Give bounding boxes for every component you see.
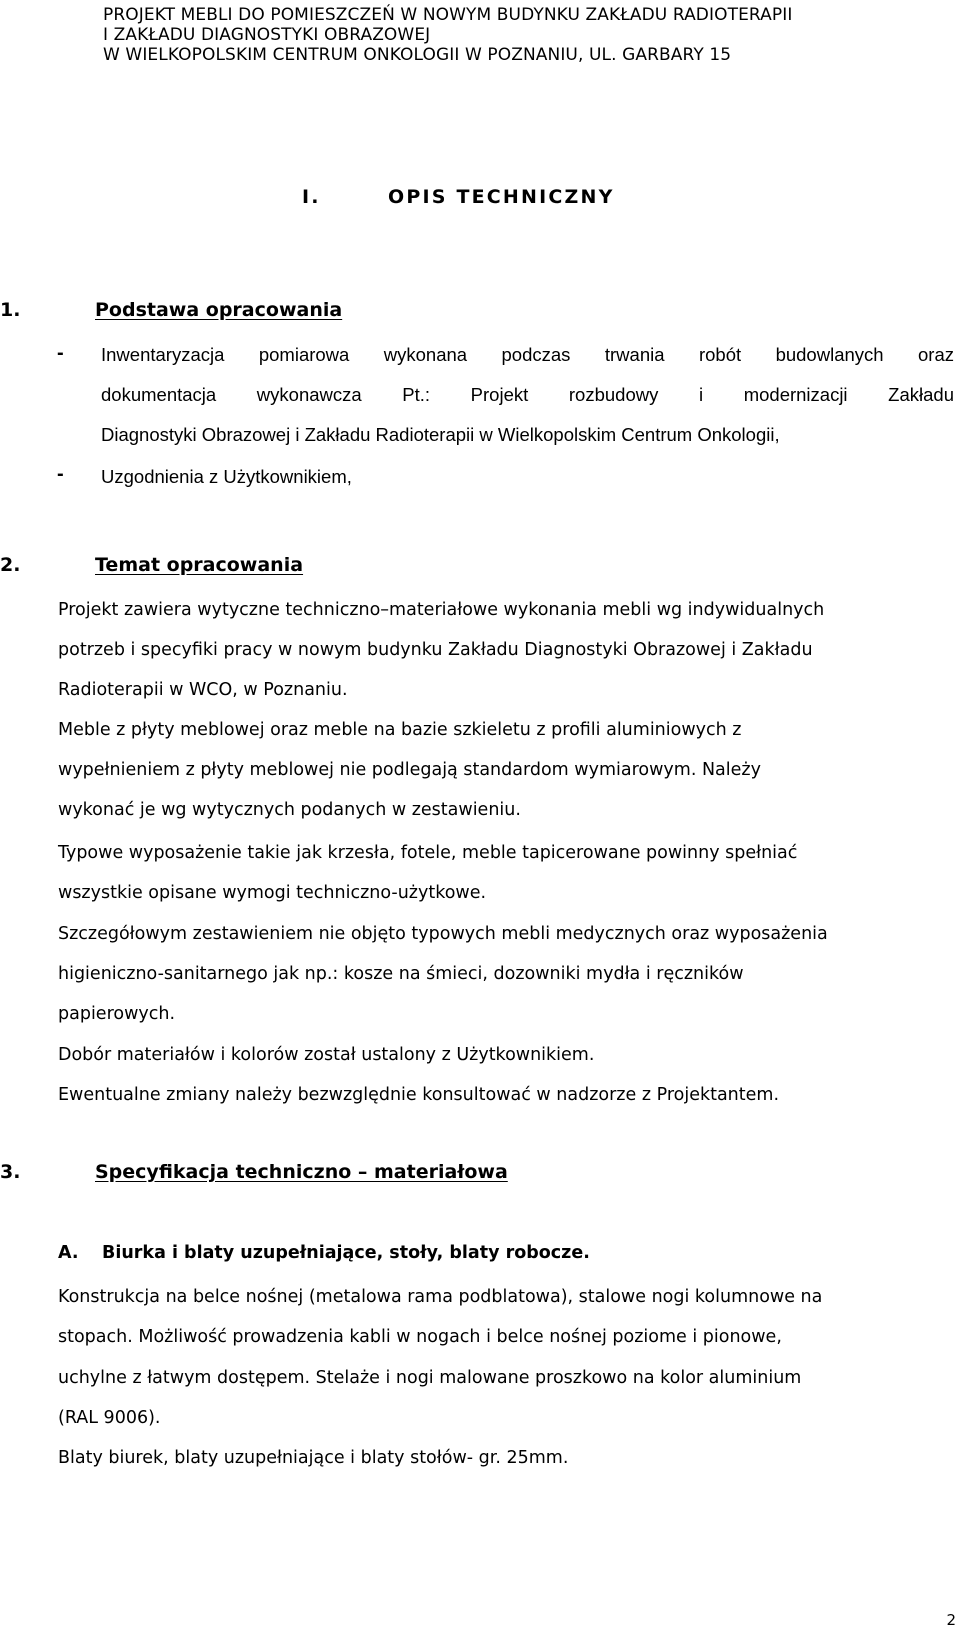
section-2-line-8: wszystkie opisane wymogi techniczno-użytkowe. bbox=[58, 883, 487, 903]
main-heading-number: I. bbox=[302, 186, 321, 208]
subsection-a-line-5: Blaty biurek, blaty uzupełniające i blaty stołów- gr. 25mm. bbox=[58, 1448, 569, 1468]
section-2-line-6: wykonać je wg wytycznych podanych w zestawieniu. bbox=[58, 800, 521, 820]
subsection-a-line-3: uchylne z łatwym dostępem. Stelaże i nogi malowane proszkowo na kolor aluminium bbox=[58, 1368, 802, 1388]
header-line-2: I ZAKŁADU DIAGNOSTYKI OBRAZOWEJ bbox=[103, 25, 431, 45]
subsection-a-line-2: stopach. Możliwość prowadzenia kabli w nogach i belce nośnej poziome i pionowe, bbox=[58, 1327, 782, 1347]
section-2-line-10: higieniczno-sanitarnego jak np.: kosze na śmieci, dozowniki mydła i ręczników bbox=[58, 964, 744, 984]
section-2-line-11: papierowych. bbox=[58, 1004, 176, 1024]
section-2-line-12: Dobór materiałów i kolorów został ustalony z Użytkownikiem. bbox=[58, 1045, 595, 1065]
subsection-a-letter: A. bbox=[58, 1243, 79, 1263]
section-2-number: 2. bbox=[0, 554, 21, 576]
main-heading bbox=[302, 186, 615, 208]
section-2-line-2: potrzeb i specyfiki pracy w nowym budynku Zakładu Diagnostyki Obrazowej i Zakładu bbox=[58, 640, 813, 660]
section-1-item-1-line-1: Inwentaryzacja pomiarowa wykonana podczas trwania robót budowlanych oraz bbox=[101, 344, 954, 365]
bullet-dash-2: - bbox=[57, 463, 64, 485]
bullet-dash-1: - bbox=[57, 342, 64, 364]
section-1-item-1-line-3: Diagnostyki Obrazowej i Zakładu Radioterapii w Wielkopolskim Centrum Onkologii, bbox=[101, 424, 780, 445]
header-line-3: W WIELKOPOLSKIM CENTRUM ONKOLOGII W POZNANIU, UL. GARBARY 15 bbox=[103, 45, 732, 65]
subsection-a-heading bbox=[58, 1243, 590, 1263]
section-2-line-5: wypełnieniem z płyty meblowej nie podlegają standardom wymiarowym. Należy bbox=[58, 760, 761, 780]
section-1-item-1-line-2: dokumentacja wykonawcza Pt.: Projekt rozbudowy i modernizacji Zakładu bbox=[101, 384, 954, 405]
section-3-title: Specyfikacja techniczno – materiałowa bbox=[95, 1161, 508, 1183]
section-2-title: Temat opracowania bbox=[95, 554, 304, 576]
subsection-a-line-1: Konstrukcja na belce nośnej (metalowa rama podblatowa), stalowe nogi kolumnowe na bbox=[58, 1287, 823, 1307]
header-line-1: PROJEKT MEBLI DO POMIESZCZEŃ W NOWYM BUDYNKU ZAKŁADU RADIOTERAPII bbox=[103, 5, 793, 25]
section-2-line-1: Projekt zawiera wytyczne techniczno–materiałowe wykonania mebli wg indywidualnych bbox=[58, 600, 825, 620]
section-1-number: 1. bbox=[0, 299, 21, 321]
section-2-line-4: Meble z płyty meblowej oraz meble na bazie szkieletu z profili aluminiowych z bbox=[58, 720, 742, 740]
section-2-line-13: Ewentualne zmiany należy bezwzględnie konsultować w nadzorze z Projektantem. bbox=[58, 1085, 780, 1105]
section-3-number: 3. bbox=[0, 1161, 21, 1183]
subsection-a-line-4: (RAL 9006). bbox=[58, 1408, 161, 1428]
section-2-line-3: Radioterapii w WCO, w Poznaniu. bbox=[58, 680, 348, 700]
main-heading-title: OPIS TECHNICZNY bbox=[388, 186, 615, 208]
section-2-line-7: Typowe wyposażenie takie jak krzesła, fotele, meble tapicerowane powinny spełniać bbox=[58, 843, 798, 863]
section-1-item-2: Uzgodnienia z Użytkownikiem, bbox=[101, 466, 352, 487]
section-1-title: Podstawa opracowania bbox=[95, 299, 343, 321]
section-2-line-9: Szczegółowym zestawieniem nie objęto typowych mebli medycznych oraz wyposażenia bbox=[58, 924, 828, 944]
subsection-a-title: Biurka i blaty uzupełniające, stoły, blaty robocze. bbox=[102, 1243, 590, 1263]
page-number: 2 bbox=[946, 1611, 956, 1629]
